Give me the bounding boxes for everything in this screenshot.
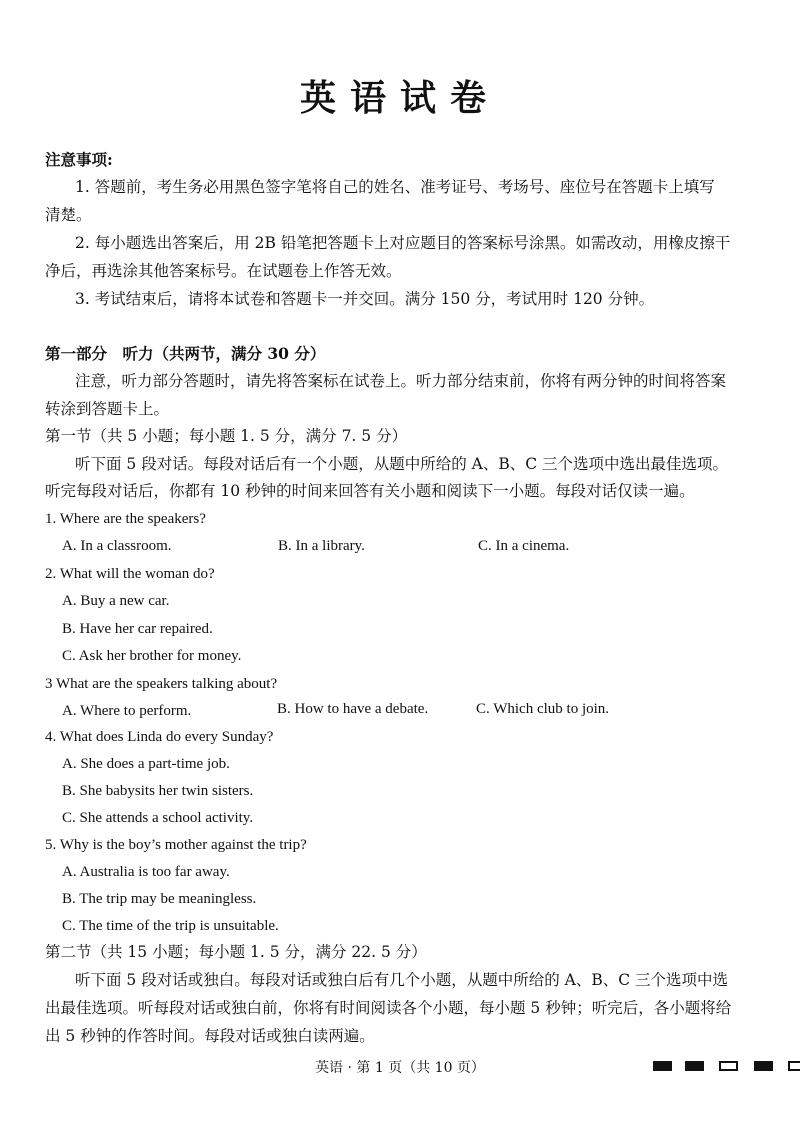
- scan-mark-hollow: [719, 1061, 738, 1071]
- q2-option-a: A. Buy a new car.: [62, 593, 170, 609]
- q5-option-c: C. The time of the trip is unsuitable.: [62, 918, 279, 934]
- q4-option-c: C. She attends a school activity.: [62, 810, 254, 826]
- section2-instruction: 听下面 5 段对话或独白。每段对话或独白后有几个小题，从题中所给的 A、B、C 三个选项中选: [75, 971, 729, 989]
- section1-heading: 第一节（共 5 小题；每小题 1. 5 分，满分 7. 5 分）: [45, 427, 408, 445]
- q5-option-b: B. The trip may be meaningless.: [62, 891, 257, 907]
- q5-option-a: A. Australia is too far away.: [62, 864, 230, 880]
- notice-item-3: 3. 考试结束后，请将本试卷和答题卡一并交回。满分 150 分，考试用时 120 分钟。: [75, 290, 655, 308]
- page-footer: 英语 · 第 1 页（共 10 页）: [315, 1060, 485, 1076]
- part1-note: 注意，听力部分答题时，请先将答案标在试卷上。听力部分结束前，你将有两分钟的时间将答案: [75, 372, 727, 390]
- page-title: 英语试卷: [299, 77, 500, 119]
- scan-mark-filled: [653, 1061, 672, 1071]
- section1-instruction-cont: 听完每段对话后，你都有 10 秒钟的时间来回答有关小题和阅读下一小题。每段对话仅读一遍。: [45, 482, 695, 500]
- section2-instruction-cont-1: 出最佳选项。听每段对话或独白前，你将有时间阅读各个小题，每小题 5 秒钟；听完后，各小题将给: [45, 999, 732, 1017]
- q3-option-a: A. Where to perform.: [62, 703, 192, 719]
- question-2: 2. What will the woman do?: [45, 566, 215, 582]
- section1-instruction: 听下面 5 段对话。每段对话后有一个小题，从题中所给的 A、B、C 三个选项中选出最佳选项。: [75, 455, 729, 473]
- notice-item-1: 1. 答题前，考生务必用黑色签字笔将自己的姓名、准考证号、考场号、座位号在答题卡上填写: [75, 178, 715, 196]
- q2-option-b: B. Have her car repaired.: [62, 621, 213, 637]
- scan-mark-filled: [754, 1061, 773, 1071]
- notice-item-2: 2. 每小题选出答案后，用 2B 铅笔把答题卡上对应题目的答案标号涂黑。如需改动，用橡皮擦干: [75, 234, 731, 252]
- question-4: 4. What does Linda do every Sunday?: [45, 729, 274, 745]
- q4-option-a: A. She does a part-time job.: [62, 756, 230, 772]
- q1-option-b: B. In a library.: [278, 538, 365, 554]
- scan-mark-hollow: [788, 1061, 800, 1071]
- part1-note-cont: 转涂到答题卡上。: [45, 400, 170, 418]
- notice-heading: 注意事项:: [45, 150, 113, 169]
- q2-option-c: C. Ask her brother for money.: [62, 648, 242, 664]
- q1-option-a: A. In a classroom.: [62, 538, 172, 554]
- section2-heading: 第二节（共 15 小题；每小题 1. 5 分，满分 22. 5 分）: [45, 943, 427, 961]
- q1-option-c: C. In a cinema.: [478, 538, 570, 554]
- scan-mark-filled: [685, 1061, 704, 1071]
- question-3: 3 What are the speakers talking about?: [45, 676, 278, 692]
- question-1: 1. Where are the speakers?: [45, 511, 206, 527]
- notice-item-2-cont: 净后，再选涂其他答案标号。在试题卷上作答无效。: [45, 262, 402, 280]
- question-5: 5. Why is the boy’s mother against the trip?: [45, 837, 307, 853]
- notice-item-1-cont: 清楚。: [45, 206, 92, 224]
- q3-option-c: C. Which club to join.: [476, 701, 610, 717]
- q4-option-b: B. She babysits her twin sisters.: [62, 783, 254, 799]
- part1-heading: 第一部分 听力（共两节，满分 30 分）: [45, 344, 326, 363]
- section2-instruction-cont-2: 出 5 秒钟的作答时间。每段对话或独白读两遍。: [45, 1027, 375, 1045]
- q3-option-b: B. How to have a debate.: [277, 701, 429, 717]
